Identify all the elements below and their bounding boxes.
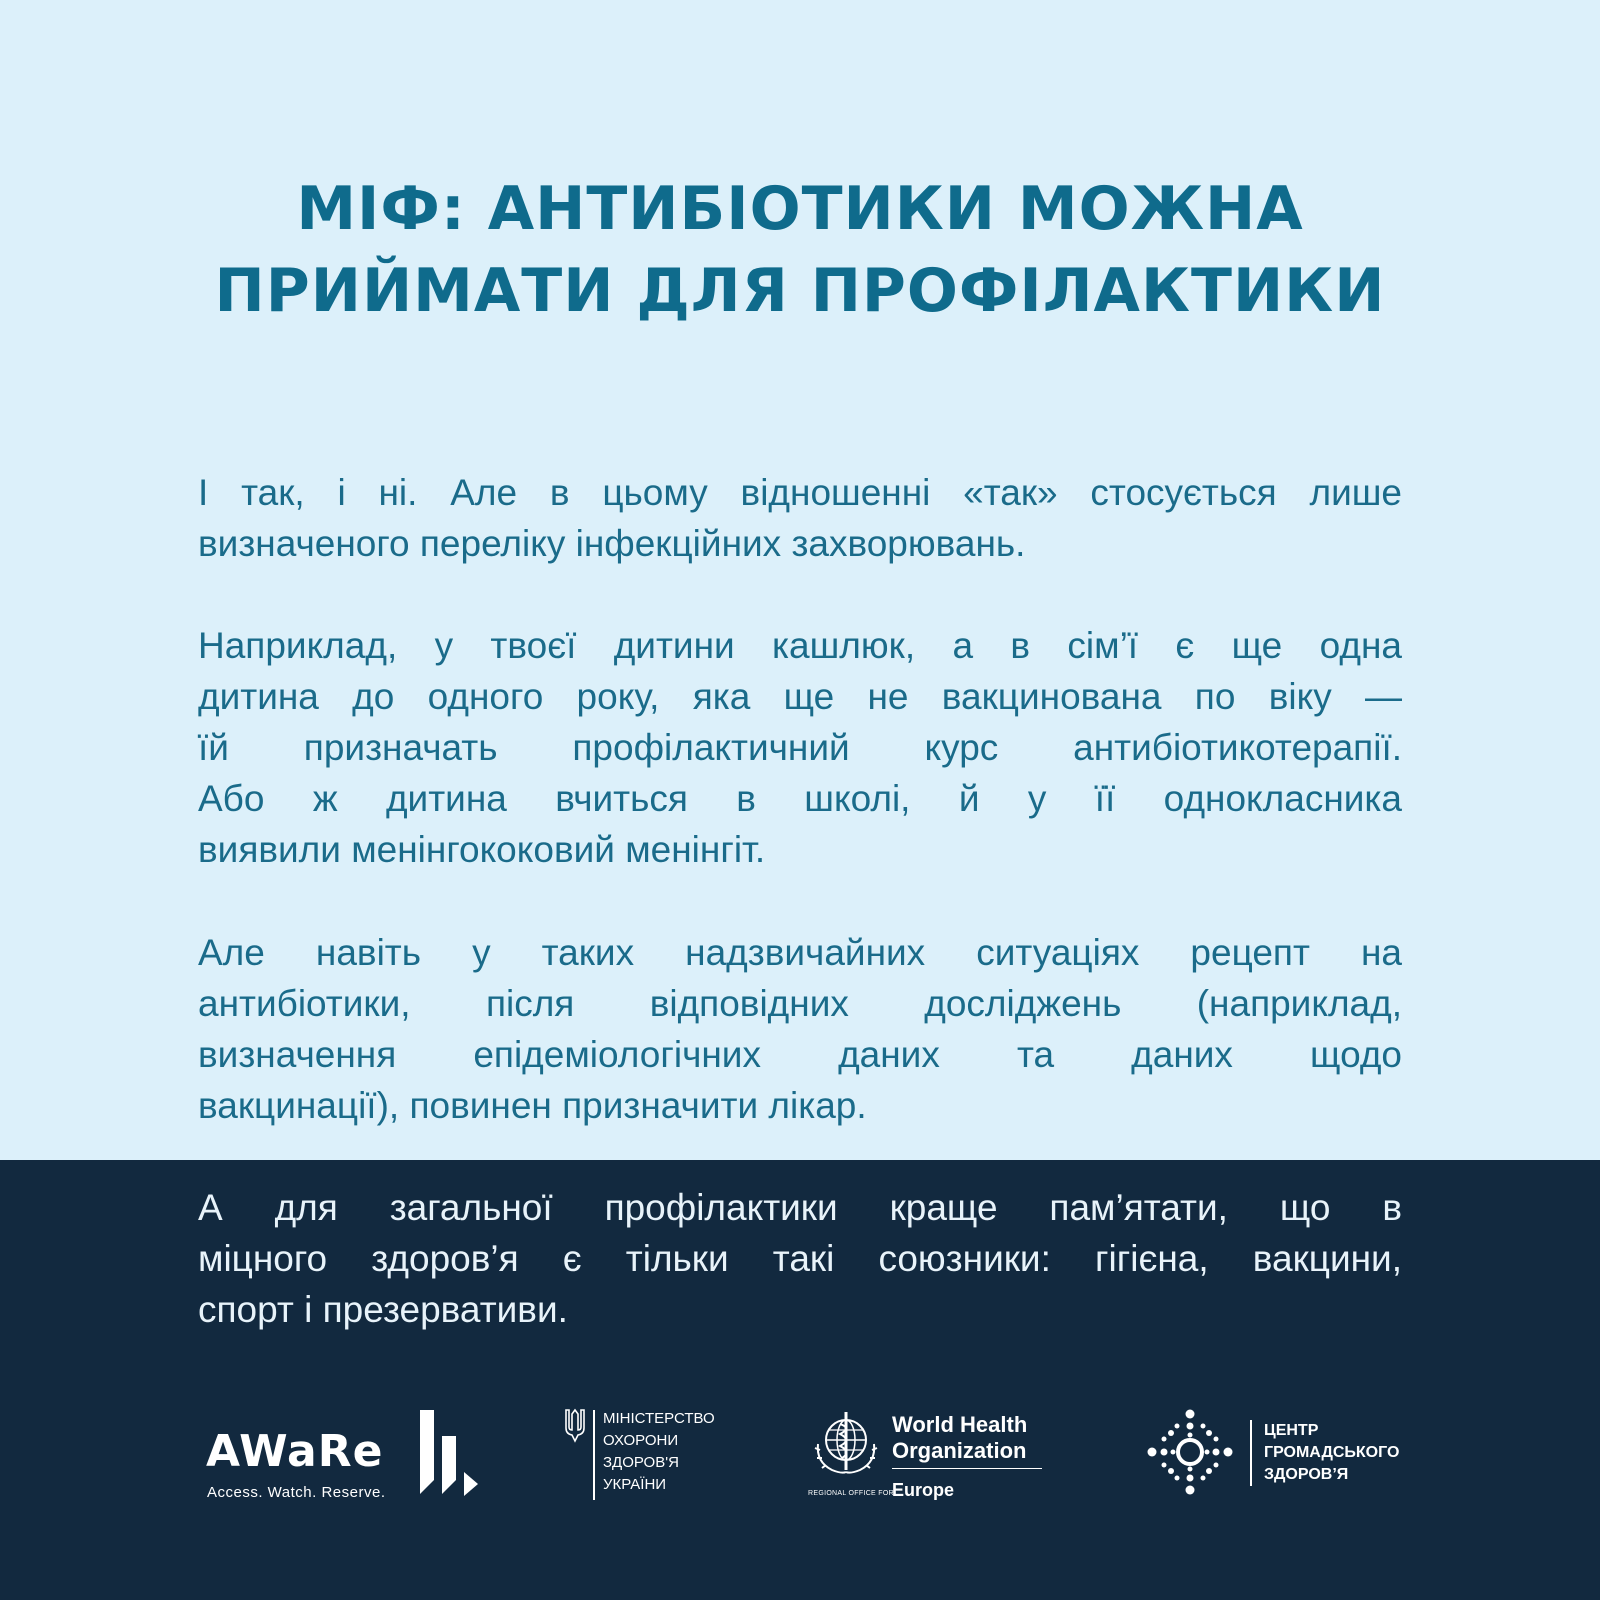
paragraph-line: вакцинації), повинен призначити лікар.: [198, 1085, 867, 1126]
cgz-divider: [1250, 1420, 1252, 1486]
paragraph-line: дитина до одного року, яка ще не вакцинована по віку —: [198, 676, 1402, 717]
public-health-dots-icon: [1144, 1406, 1236, 1498]
cgz-line: ГРОМАДСЬКОГО: [1264, 1444, 1400, 1461]
who-europe-logo: [806, 1404, 1046, 1504]
moh-line: ОХОРОНИ: [603, 1432, 679, 1449]
title-line: МІФ: АНТИБІОТИКИ МОЖНА: [296, 174, 1304, 244]
who-name-line: World Health: [892, 1412, 1028, 1437]
paragraph-line: визначення епідеміологічних даних та даних щодо: [198, 1034, 1402, 1075]
public-health-center-logo: [1144, 1406, 1404, 1506]
page-title: [0, 168, 1600, 332]
paragraph-prevention: [198, 1182, 1402, 1335]
paragraph-line: виявили менінгококовий менінгіт.: [198, 829, 766, 870]
who-name-line: Organization: [892, 1438, 1027, 1463]
paragraph-example: [198, 620, 1402, 875]
who-divider: [892, 1468, 1042, 1469]
paragraph-line: Наприклад, у твоєї дитини кашлюк, а в сім’ї є ще одна: [198, 625, 1402, 666]
moh-line: УКРАЇНИ: [603, 1476, 667, 1493]
moh-line: ЗДОРОВ'Я: [603, 1454, 679, 1471]
paragraph-intro: [198, 467, 1402, 569]
moh-ukraine-logo: [563, 1408, 713, 1498]
who-name: [892, 1412, 1027, 1464]
partner-logos: [0, 1400, 1600, 1510]
who-regional-office: REGIONAL OFFICE FOR: [808, 1490, 894, 1497]
aware-tagline: Access. Watch. Reserve.: [207, 1484, 386, 1501]
paragraph-line: І так, і ні. Але в цьому відношенні «так» стосується лише: [198, 472, 1402, 513]
aware-bars-icon: [412, 1408, 484, 1498]
moh-line: МІНІСТЕРСТВО: [603, 1410, 715, 1427]
paragraph-line: визначеного переліку інфекційних захворювань.: [198, 523, 1026, 564]
paragraph-line: їй призначать профілактичний курс антибіотикотерапії.: [198, 727, 1402, 768]
paragraph-line: А для загальної профілактики краще пам’ятати, що в: [198, 1187, 1402, 1228]
who-emblem-icon: [806, 1404, 886, 1484]
paragraph-line: антибіотики, після відповідних досліджень (наприклад,: [198, 983, 1402, 1024]
aware-wordmark: AWaRe: [206, 1426, 384, 1477]
moh-divider: [593, 1410, 595, 1500]
paragraph-doctor: [198, 927, 1402, 1131]
aware-logo: [206, 1408, 496, 1501]
trident-icon: [563, 1408, 587, 1444]
cgz-line: ЗДОРОВ’Я: [1264, 1466, 1349, 1483]
moh-text: [603, 1408, 715, 1496]
paragraph-line: спорт і презервативи.: [198, 1289, 568, 1330]
title-line: ПРИЙМАТИ ДЛЯ ПРОФІЛАКТИКИ: [214, 256, 1386, 326]
paragraph-line: Але навіть у таких надзвичайних ситуаціях рецепт на: [198, 932, 1402, 973]
paragraph-line: міцного здоров’я є тільки такі союзники: гігієна, вакцини,: [198, 1238, 1402, 1279]
who-region: Europe: [892, 1480, 955, 1500]
cgz-line: ЦЕНТР: [1264, 1422, 1319, 1439]
paragraph-line: Або ж дитина вчиться в школі, й у її однокласника: [198, 778, 1402, 819]
cgz-text: [1264, 1420, 1399, 1486]
